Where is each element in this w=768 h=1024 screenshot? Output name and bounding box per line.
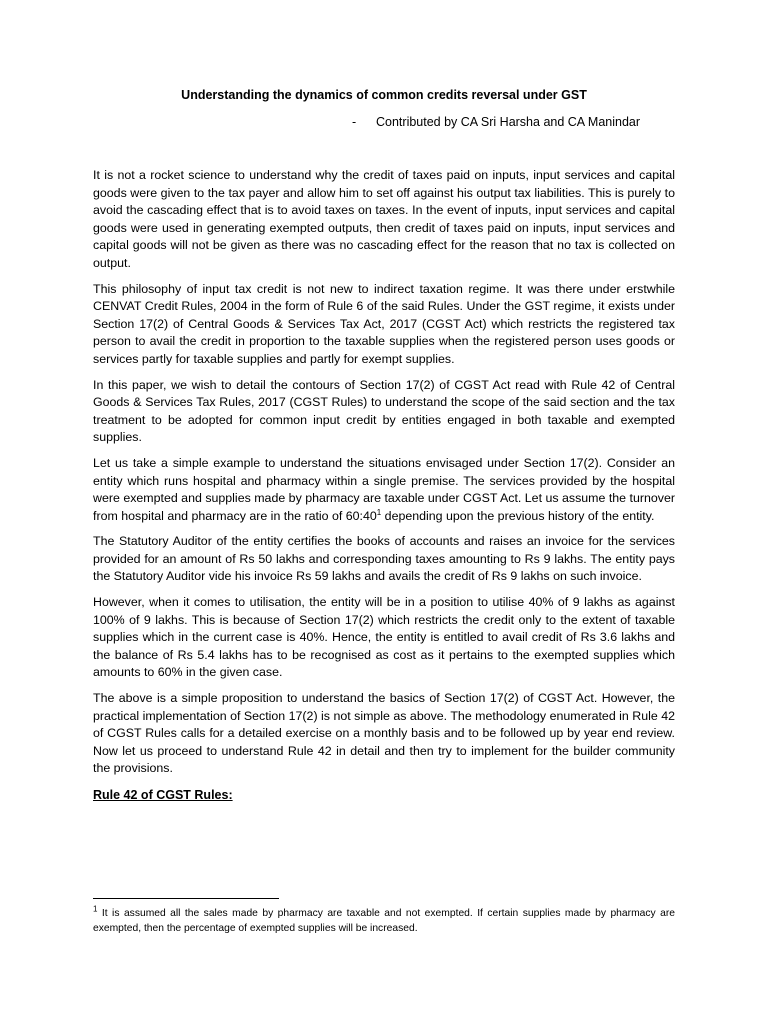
section-heading: Rule 42 of CGST Rules: — [93, 788, 233, 802]
paragraph-4-text-end: depending upon the previous history of the entity. — [381, 508, 655, 523]
paragraph-2: This philosophy of input tax credit is not new to indirect taxation regime. It was there under erstwhile CENVAT Credit Rules, 2004 in the form of Rule 6 of the said Rules. Under the GST regime, it exists under Section 17(2) of Central Goods & Services Tax Act, 2017 (CGST Act) which restricts the registered tax person to avail the credit in proportion to the taxable supplies when the registered person uses goods or services partly for taxable supplies and partly for exempt supplies. — [93, 281, 675, 366]
byline — [352, 115, 640, 129]
document-title: Understanding the dynamics of common credits reversal under GST — [181, 88, 587, 102]
paragraph-7: The above is a simple proposition to understand the basics of Section 17(2) of CGST Act. However, the practical implementation of Section 17(2) is not simple as above. The methodology enumerated in Rule 42 of CGST Rules calls for a detailed exercise on a monthly basis and to be followed up by year end review. Now let us proceed to understand Rule 42 in detail and then try to implement for the builder community the provisions. — [93, 691, 675, 776]
byline-dash: - — [352, 115, 357, 129]
paragraph-5: The Statutory Auditor of the entity certifies the books of accounts and raises an invoice for the services provided for an amount of Rs 50 lakhs and corresponding taxes amounting to Rs 9 lakhs. The entity pays the Statutory Auditor vide his invoice Rs 59 lakhs and avails the credit of Rs 9 lakhs on such invoice. — [93, 534, 675, 584]
footnote-text: It is assumed all the sales made by pharmacy are taxable and not exempted. If certain supplies made by pharmacy are exempted, then the percentage of exempted supplies will be increased. — [93, 908, 675, 934]
paragraph-3: In this paper, we wish to detail the contours of Section 17(2) of CGST Act read with Rule 42 of Central Goods & Services Tax Rules, 2017 (CGST Rules) to understand the scope of the said section and the tax treatment to be adopted for common input credit by entities engaged in both taxable and exempted supplies. — [93, 377, 675, 445]
paragraph-6: However, when it comes to utilisation, the entity will be in a position to utilise 40% of 9 lakhs as against 100% of 9 lakhs. This is because of Section 17(2) which restricts the credit only to the extent of taxable supplies which in the current case is 40%. Hence, the entity is entitled to avail credit of Rs 3.6 lakhs and the balance of Rs 5.4 lakhs has to be recognised as cost as it pertains to the exempted supplies which amounts to 60% in the given case. — [93, 595, 675, 680]
footnote — [93, 906, 675, 936]
footnote-separator — [93, 898, 279, 899]
paragraph-4-text: Let us take a simple example to understand the situations envisaged under Section 17(2). Consider an entity which runs hospital and pharmacy within a single premise. The services provided by the hospital were exempted and supplies made by pharmacy are taxable under CGST Act. Let us assume the turnover from hospital and pharmacy are in the ratio of 60:40 — [93, 455, 675, 523]
footnote-reference: 1 — [376, 507, 382, 517]
footnote-marker: 1 — [93, 904, 98, 914]
paragraph-4 — [93, 455, 675, 525]
paragraph-1: It is not a rocket science to understand why the credit of taxes paid on inputs, input services and capital goods were given to the tax payer and allow him to set off against his output tax liabilities. This is purely to avoid the cascading effect that is to avoid taxes on taxes. In the event of inputs, input services and capital goods were used in generating exempted outputs, then credit of taxes paid on inputs, input services and capital goods will not be given as there was no cascading effect for the reason that no tax is collected on output. — [93, 168, 675, 270]
byline-text: Contributed by CA Sri Harsha and CA Manindar — [376, 115, 641, 129]
document-body — [93, 167, 675, 802]
